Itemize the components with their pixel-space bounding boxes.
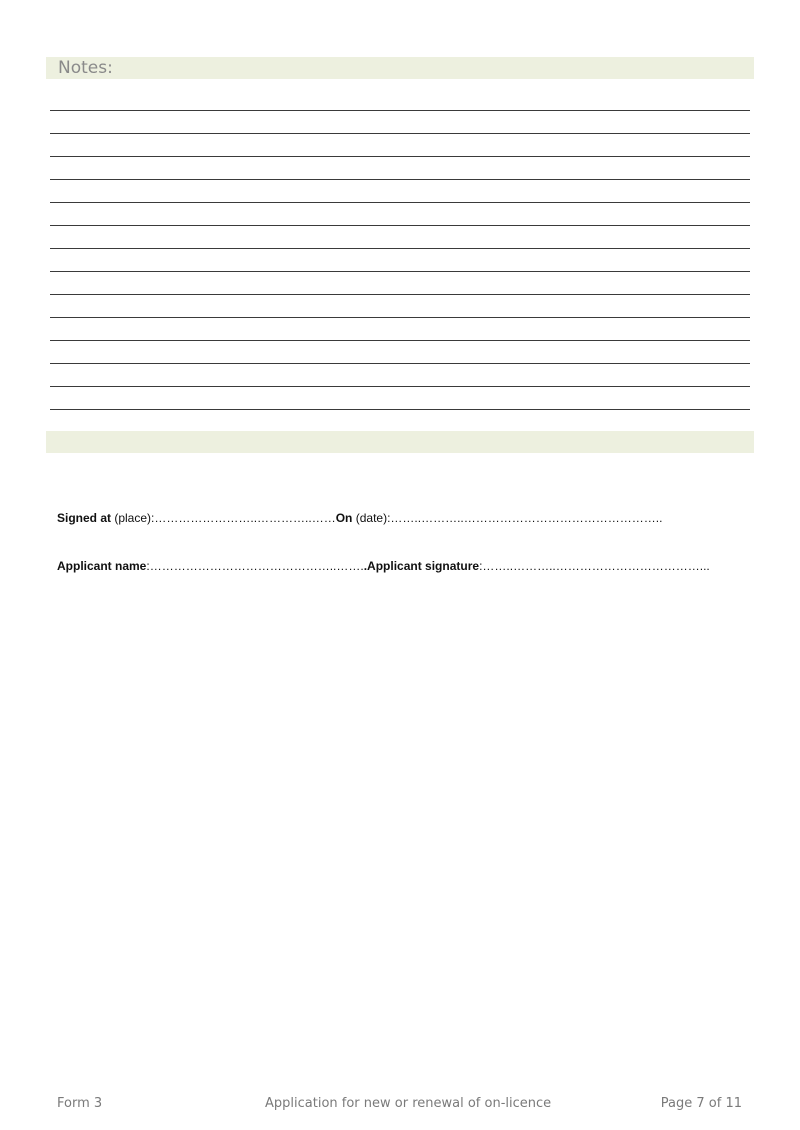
applicant-signature-field[interactable]: :……..………..………………………………... [479,559,710,573]
applicant-row [57,559,710,573]
note-line[interactable] [50,294,750,295]
notes-lines [50,110,750,432]
note-line[interactable] [50,386,750,387]
signed-at-label: Signed at [57,511,112,525]
note-line[interactable] [50,317,750,318]
note-line[interactable] [50,133,750,134]
applicant-name-field[interactable]: :………………………………………..……. [146,559,364,573]
place-field[interactable]: ……………………..…………..…… [154,511,336,525]
note-line[interactable] [50,340,750,341]
footer-document-title: Application for new or renewal of on-licence [265,1096,552,1111]
notes-header-band [46,57,754,79]
footer-page-number: Page 7 of 11 [660,1096,742,1111]
note-line[interactable] [50,156,750,157]
signed-at-row [57,511,662,525]
applicant-name-label: Applicant name [57,559,147,573]
date-hint: (date): [352,511,391,525]
note-line[interactable] [50,271,750,272]
footer-form-number: Form 3 [57,1096,103,1111]
applicant-signature-label: .Applicant signature [363,559,480,573]
note-line[interactable] [50,202,750,203]
note-line[interactable] [50,248,750,249]
note-line[interactable] [50,225,750,226]
on-label: On [335,511,353,525]
date-field[interactable]: ……..………..………………………………………….. [390,511,663,525]
note-line[interactable] [50,409,750,410]
note-line[interactable] [50,110,750,111]
note-line[interactable] [50,179,750,180]
section-divider-band [46,431,754,453]
notes-title: Notes: [58,58,113,78]
note-line[interactable] [50,363,750,364]
place-hint: (place): [111,511,155,525]
